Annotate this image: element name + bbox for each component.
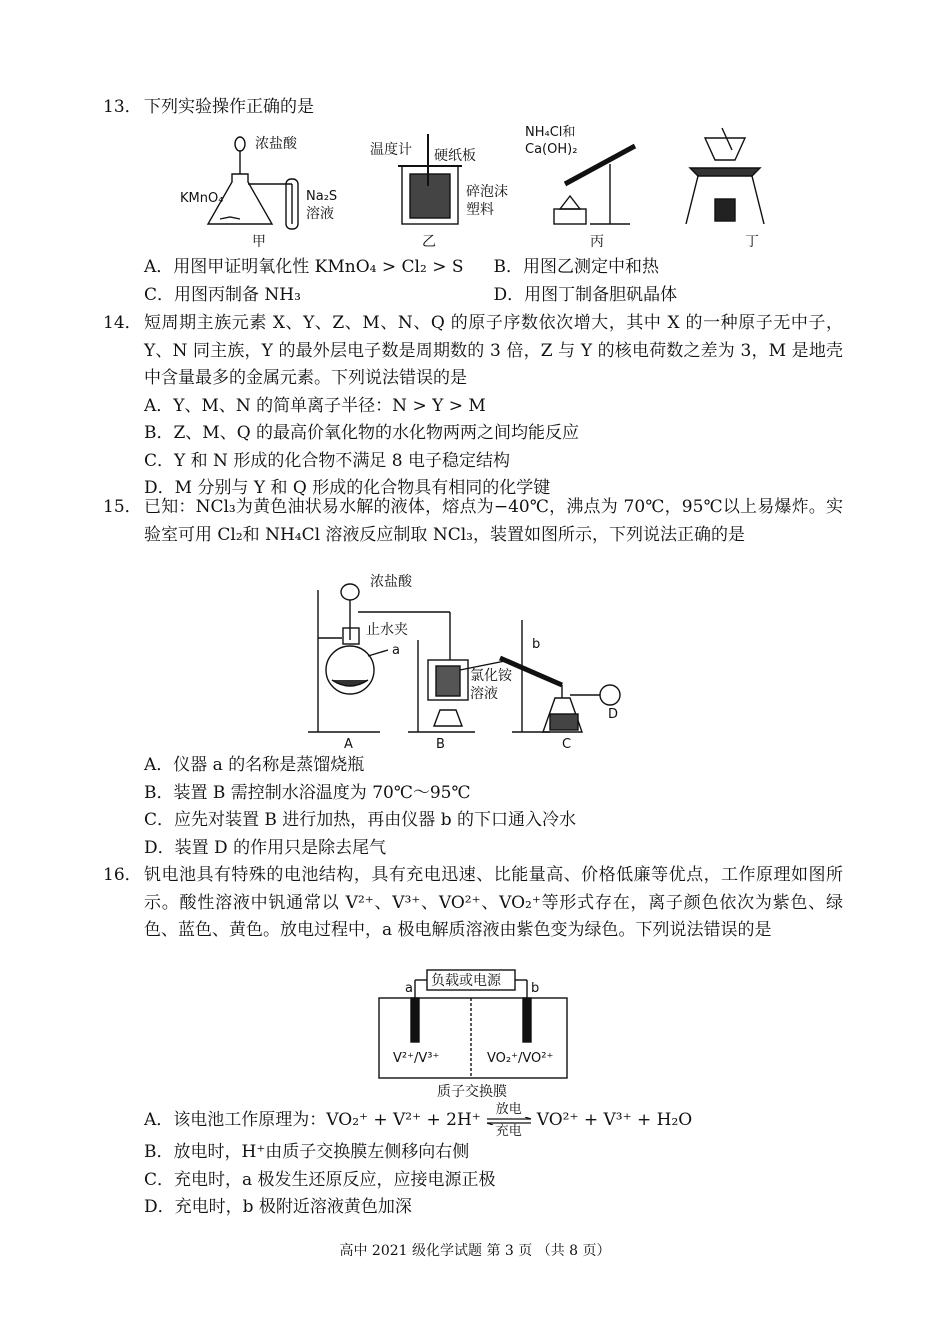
label-cardboard: 硬纸板 [434,148,476,164]
question-number: 14． [103,313,142,333]
option-c: C．应先对装置 B 进行加热，再由仪器 b 的下口通入冷水 [144,810,576,830]
label-C: C [562,737,572,750]
option-a: A．Y、M、N 的简单离子半径：N > Y > M [144,395,486,416]
question-stem: 已知：NCl₃为黄色油状易水解的液体，熔点为−40℃，沸点为 70℃，95℃以上易爆炸。实验室可用 Cl₂和 NH₄Cl 溶液反应制取 NCl₃，装置如图所示，下列说法正确的是 [144,497,843,545]
label-left-electrolyte: V²⁺/V³⁺ [393,1051,440,1066]
question-13 [103,94,843,122]
option-b: B．用图乙测定中和热 [493,257,659,277]
label-b: b [532,637,541,652]
label-a: a [392,643,400,658]
q15-apparatus-figure [300,570,650,750]
label-proton-membrane: 质子交换膜 [437,1084,507,1100]
option-c: C．Y 和 N 形成的化合物不满足 8 电子稳定结构 [144,450,510,471]
label-nh4cl: NH₄Cl和 [525,125,576,140]
question-stem: 短周期主族元素 X、Y、Z、M、N、Q 的原子序数依次增大，其中 X 的一种原子无中子，Y、N 同主族，Y 的最外层电子数是周期数的 3 倍，Z 与 Y 的核电荷数之差为 3，M 是地壳中含量最多的金属元素。下列说法错误的是 [144,313,843,388]
label-load-or-source: 负载或电源 [431,973,501,989]
label-b: b [531,981,540,996]
label-thermometer: 温度计 [370,142,412,158]
apparatus-c [500,620,620,732]
label-bing: 丙 [590,234,604,250]
question-stem: 下列实验操作正确的是 [144,97,314,117]
label-D: D [608,707,619,722]
question-14 [103,310,843,503]
question-number: 16． [103,865,142,885]
label-right-electrolyte: VO₂⁺/VO²⁺ [487,1051,554,1066]
reversible-arrow [485,1103,533,1139]
q16-battery-figure [375,962,575,1100]
arrow-discharge-label: 放电 [495,1102,522,1117]
apparatus-bing [554,146,635,224]
option-a-right: VO²⁺ + V³⁺ + H₂O [536,1110,693,1131]
label-conc-hcl: 浓盐酸 [255,136,297,152]
option-a [144,1103,843,1139]
question-number: 13． [103,97,142,117]
question-13-options [103,254,843,309]
label-nh4cl-1: 氯化铵 [470,668,512,684]
label-A: A [344,737,353,750]
option-d: D．M 分别与 Y 和 Q 形成的化合物具有相同的化学键 [144,478,551,498]
label-jia: 甲 [252,234,266,250]
option-a: A．仪器 a 的名称是蒸馏烧瓶 [144,755,365,775]
label-caoh2: Ca(OH)₂ [525,142,578,157]
label-ding: 丁 [745,234,759,250]
option-d: D．用图丁制备胆矾晶体 [493,284,678,305]
option-d: D．装置 D 的作用只是除去尾气 [144,837,387,858]
question-number: 15． [103,497,142,517]
label-stop-clamp: 止水夹 [366,622,408,638]
label-na2s: Na₂S [306,189,338,204]
option-d: D．充电时，b 极附近溶液黄色加深 [144,1197,412,1217]
option-b: B．装置 B 需控制水浴温度为 70℃～95℃ [144,782,471,803]
question-16-options [103,1103,843,1222]
arrow-charge-label: 充电 [495,1124,522,1139]
option-b: B．Z、M、Q 的最高价氧化物的水化物两两之间均能反应 [144,423,580,443]
page-footer: 高中 2021 级化学试题 第 3 页 （共 8 页） [339,1243,611,1259]
option-c: C．充电时，a 极发生还原反应，应接电源正极 [144,1169,496,1190]
label-foam-2: 塑料 [466,202,494,218]
label-kmno4: KMnO₄ [180,191,224,206]
question-16 [103,862,843,945]
question-15-options [103,752,843,862]
option-b: B．放电时，H⁺由质子交换膜左侧移向右侧 [144,1142,470,1162]
label-conc-hcl: 浓盐酸 [370,574,412,590]
label-a: a [405,981,413,996]
apparatus-a [308,584,450,732]
option-a: A．用图甲证明氧化性 KMnO₄ > Cl₂ > S [144,257,464,277]
label-yi: 乙 [422,234,436,250]
question-stem: 钒电池具有特殊的电池结构，具有充电迅速、比能量高、价格低廉等优点，工作原理如图所示。酸性溶液中钒通常以 V²⁺、V³⁺、VO²⁺、VO₂⁺等形式存在，离子颜色依次为紫色、绿色、蓝色、黄色。放电过程中，a 极电解质溶液由紫色变为绿色。下列说法错误的是 [144,865,843,940]
option-a-left: A．该电池工作原理为：VO₂⁺ + V²⁺ + 2H⁺ [144,1110,481,1131]
label-solution: 溶液 [306,206,334,222]
option-c: C．用图丙制备 NH₃ [144,284,301,305]
label-foam-1: 碎泡沫 [466,184,508,200]
apparatus-ding [686,128,764,224]
label-nh4cl-2: 溶液 [470,686,498,702]
label-B: B [436,737,445,750]
q13-figure [170,124,780,254]
question-15 [103,494,843,549]
